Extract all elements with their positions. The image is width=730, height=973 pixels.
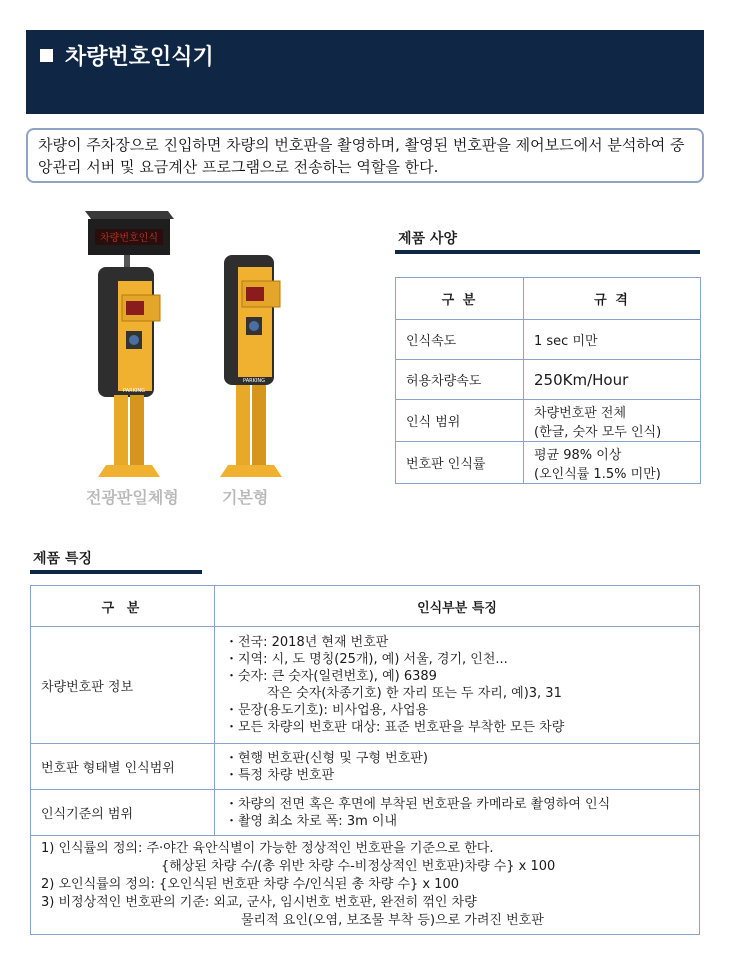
product-illustration <box>70 205 310 510</box>
label-sign-integrated: 전광판일체형 <box>86 488 179 507</box>
table-row <box>396 320 701 360</box>
spec-key: 인식속도 <box>396 320 524 360</box>
spec-value-line-1: 평균 98% 이상 <box>534 447 622 463</box>
product-images <box>70 205 310 510</box>
notes-cell <box>31 836 700 935</box>
spec-key: 인식 범위 <box>396 400 524 442</box>
bullet-line: ・현행 번호판(신형 및 구형 번호판) <box>225 750 428 766</box>
spec-key: 번호판 인식률 <box>396 442 524 484</box>
spec-divider <box>395 250 700 254</box>
spec-value <box>524 400 701 442</box>
spec-table <box>395 277 701 484</box>
note-line: {해상된 차량 수/(총 위반 차량 수-비정상적인 번호판)차량 수} x 100 <box>161 859 556 874</box>
feature-detail <box>215 627 700 744</box>
features-table <box>30 585 700 935</box>
sign-integrated-unit <box>85 211 174 477</box>
brand-text-2: PARKING <box>243 378 265 384</box>
spec-value-line-2: (한글, 숫자 모두 인식) <box>534 424 662 440</box>
table-row <box>396 400 701 442</box>
note-line: 3) 비정상적인 번호판의 기준: 외교, 군사, 임시번호 번호판, 완전히 꺾인 차량 <box>41 895 477 910</box>
spec-value: 1 sec 미만 <box>524 320 701 360</box>
table-row <box>31 790 700 836</box>
features-header-row <box>31 586 700 627</box>
bullet-line: ・모든 차량의 번호판 대상: 표준 번호판을 부착한 모든 차량 <box>225 720 565 735</box>
label-basic: 기본형 <box>222 488 269 507</box>
table-row <box>396 442 701 484</box>
features-section-title: 제품 특징 <box>33 551 92 567</box>
bullet-line: ・차량의 전면 혹은 후면에 부착된 번호판을 카메라로 촬영하여 인식 <box>225 796 611 812</box>
note-line: 2) 오인식률의 정의: {오인식된 번호판 차량 수/인식된 총 차량 수} x 100 <box>41 877 459 892</box>
description-box: 차량이 주차장으로 진입하면 차량의 번호판을 촬영하며, 촬영된 번호판을 제어보드에서 분석하여 중앙관리 서버 및 요금계산 프로그램으로 전송하는 역할을 한다. <box>26 128 704 183</box>
feature-label: 인식기준의 범위 <box>31 790 215 836</box>
feature-label: 번호판 형태별 인식범위 <box>31 744 215 790</box>
feature-detail <box>215 790 700 836</box>
bullet-line: ・전국: 2018년 현재 번호판 <box>225 635 389 650</box>
brand-text-1: PARKING <box>123 388 145 394</box>
note-line: 1) 인식률의 정의: 주·야간 육안식별이 가능한 정상적인 번호판을 기준으로 한다. <box>41 841 494 856</box>
spec-key: 허용차량속도 <box>396 360 524 400</box>
basic-unit <box>220 255 282 477</box>
spec-head-standard: 규 격 <box>524 278 701 320</box>
bullet-line: ・촬영 최소 차로 폭: 3m 이내 <box>225 813 397 829</box>
bullet-line: ・특정 차량 번호판 <box>225 767 335 783</box>
notes-row <box>31 836 700 935</box>
spec-section-title: 제품 사양 <box>398 231 457 247</box>
spec-head-category: 구 분 <box>396 278 524 320</box>
feature-detail <box>215 744 700 790</box>
led-display-text: 차량번호인식 <box>100 233 158 244</box>
table-row <box>31 744 700 790</box>
bullet-line: ・지역: 시, 도 명칭(25개), 예) 서울, 경기, 인천... <box>225 652 508 667</box>
spec-value-line-1: 차량번호판 전체 <box>534 405 627 421</box>
page-title-text: 차량번호인식기 <box>65 45 214 70</box>
features-head-detail: 인식부분 특징 <box>215 586 700 627</box>
features-divider <box>30 570 202 574</box>
features-head-category: 구 분 <box>31 586 215 627</box>
table-row <box>31 627 700 744</box>
spec-header-row <box>396 278 701 320</box>
page-title <box>40 40 214 71</box>
spec-value <box>524 442 701 484</box>
table-row <box>396 360 701 400</box>
feature-label: 차량번호판 정보 <box>31 627 215 744</box>
bullet-line: 작은 숫자(차종기호) 한 자리 또는 두 자리, 예)3, 31 <box>267 686 562 701</box>
square-bullet-icon <box>40 49 53 62</box>
spec-value: 250Km/Hour <box>524 360 701 400</box>
header-bar <box>26 30 704 114</box>
bullet-line: ・숫자: 큰 숫자(일련번호), 예) 6389 <box>225 669 437 684</box>
spec-value-line-2: (오인식률 1.5% 미만) <box>534 466 661 482</box>
note-line: 물리적 요인(오염, 보조물 부착 등)으로 가려진 번호판 <box>241 913 544 928</box>
bullet-line: ・문장(용도기호): 비사업용, 사업용 <box>225 703 429 718</box>
